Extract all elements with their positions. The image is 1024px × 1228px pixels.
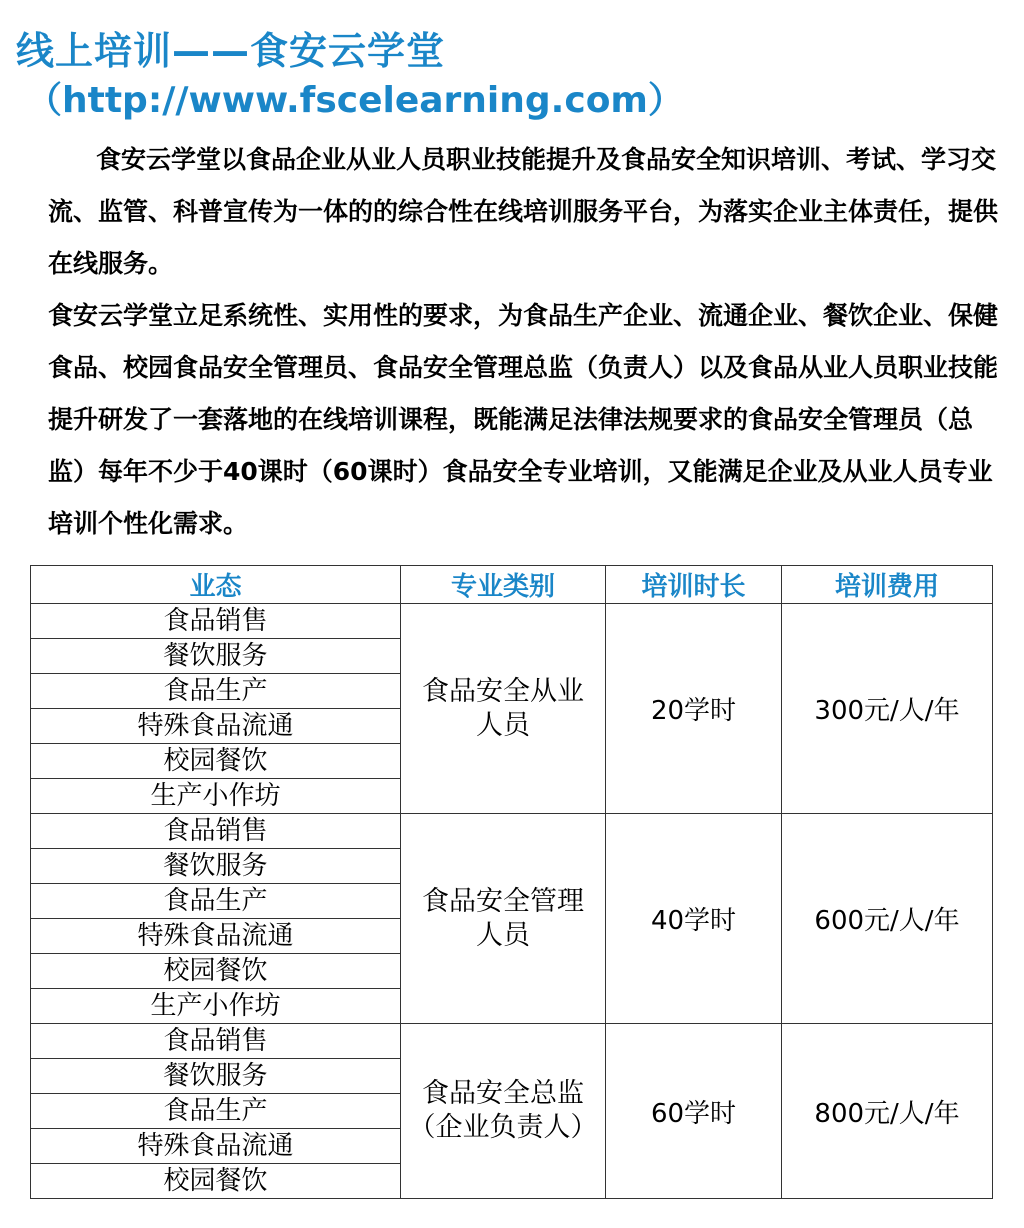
header-training-hours: 培训时长 <box>606 566 782 604</box>
business-cell: 校园餐饮 <box>31 1164 401 1199</box>
business-cell: 食品生产 <box>31 884 401 919</box>
business-cell: 餐饮服务 <box>31 639 401 674</box>
table-row <box>31 604 993 639</box>
business-cell: 食品生产 <box>31 674 401 709</box>
category-line: 人员 <box>476 919 530 951</box>
business-cell: 食品销售 <box>31 814 401 849</box>
category-cell <box>401 604 606 814</box>
price-cell: 300元/人/年 <box>782 604 993 814</box>
header-category: 专业类别 <box>401 566 606 604</box>
hours-cell: 20学时 <box>606 604 782 814</box>
business-cell: 生产小作坊 <box>31 779 401 814</box>
business-cell: 特殊食品流通 <box>31 1129 401 1164</box>
category-line: 人员 <box>476 709 530 741</box>
header-business-type: 业态 <box>31 566 401 604</box>
table-row <box>31 1024 993 1059</box>
category-line: （企业负责人） <box>408 1112 598 1143</box>
business-cell: 生产小作坊 <box>31 989 401 1024</box>
business-cell: 食品销售 <box>31 604 401 639</box>
category-line: 食品安全从业 <box>422 675 584 707</box>
business-cell: 餐饮服务 <box>31 849 401 884</box>
header-training-fee: 培训费用 <box>782 566 993 604</box>
website-url: （http://www.fscelearning.com） <box>26 80 684 121</box>
business-cell: 特殊食品流通 <box>31 919 401 954</box>
business-cell: 餐饮服务 <box>31 1059 401 1094</box>
category-cell <box>401 814 606 1024</box>
intro-paragraph-1: 食安云学堂以食品企业从业人员职业技能提升及食品安全知识培训、考试、学习交流、监管、科普宣传为一体的的综合性在线培训服务平台，为落实企业主体责任，提供在线服务。 <box>48 145 999 278</box>
business-cell: 校园餐饮 <box>31 744 401 779</box>
business-cell: 食品销售 <box>31 1024 401 1059</box>
price-cell: 800元/人/年 <box>782 1024 993 1199</box>
table-header-row <box>31 566 993 604</box>
hours-cell: 60学时 <box>606 1024 782 1199</box>
price-cell: 600元/人/年 <box>782 814 993 1024</box>
page-title: 线上培训——食安云学堂 <box>16 29 446 73</box>
category-line: 食品安全管理 <box>422 885 584 917</box>
training-fee-table <box>30 565 993 1199</box>
category-cell <box>401 1024 606 1199</box>
business-cell: 校园餐饮 <box>31 954 401 989</box>
hours-cell: 40学时 <box>606 814 782 1024</box>
business-cell: 食品生产 <box>31 1094 401 1129</box>
intro-paragraph-2: 食安云学堂立足系统性、实用性的要求，为食品生产企业、流通企业、餐饮企业、保健食品、校园食品安全管理员、食品安全管理总监（负责人）以及食品从业人员职业技能提升研发了一套落地的在线培训课程，既能满足法律法规要求的食品安全管理员（总监）每年不少于40课时（60课时）食品安全专业培训，又能满足企业及从业人员专业培训个性化需求。 <box>48 301 999 538</box>
business-cell: 特殊食品流通 <box>31 709 401 744</box>
category-line: 食品安全总监 <box>422 1078 584 1109</box>
table-row <box>31 814 993 849</box>
intro-text <box>48 134 1000 550</box>
